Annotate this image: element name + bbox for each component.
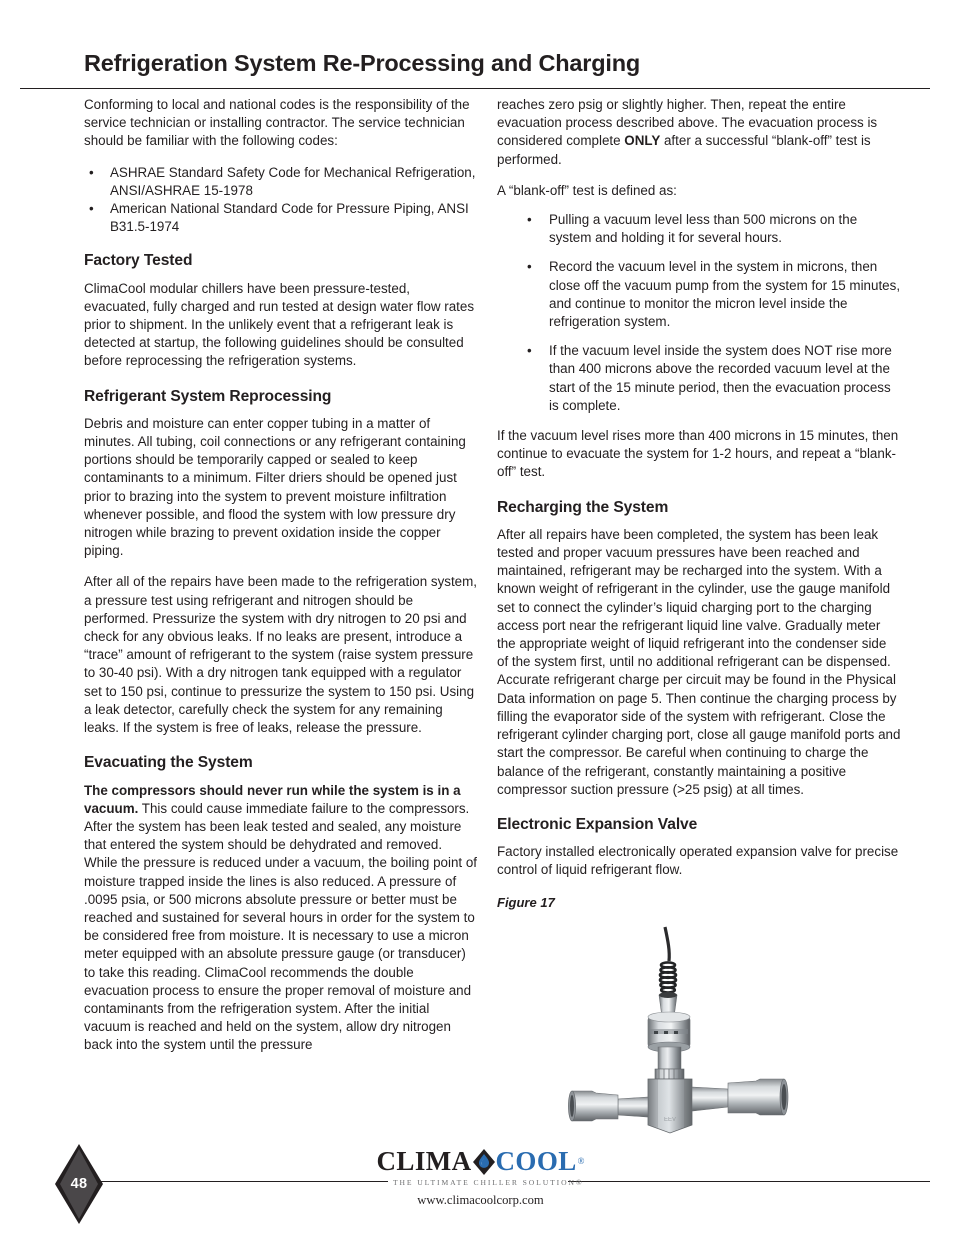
svg-text:EEV: EEV: [663, 1117, 677, 1123]
left-column: [84, 96, 478, 1068]
list-item: [497, 211, 901, 247]
list-item-label: American National Standard Code for Pressure Piping, ANSI B31.5-1974: [110, 201, 469, 235]
list-item: [84, 200, 478, 236]
eev-paragraph: Factory installed electronically operated expansion valve for precise control of liquid refrigerant flow.: [497, 844, 899, 878]
only-emphasis: ONLY: [624, 133, 661, 149]
continued-paragraph: [497, 96, 901, 169]
continued-paragraph-lead: reaches zero psig or slightly higher. Then, repeat the entire evacuation process described above. The evacuation process is considered complete: [497, 97, 878, 149]
page-title: Refrigeration System Re-Processing and Charging: [84, 50, 641, 76]
evacuating-paragraph-body: This could cause immediate failure to the compressors. After the system has been leak tested and sealed, any moisture that entered the system should be dehydrated and removed. While the pressure is reduced under a vacuum, the boiling point of moisture trapped inside the lines is also reduced. A pressure of .0095 psia, or 500 microns absolute pressure or better must be reached and sustained for several hours in order for the system to be considered free from moisture. It is necessary to use a micron meter equipped with an absolute pressure gauge (or transducer) to take this reading. ClimaCool recommends the double evacuation process to ensure the proper removal of moisture and contaminants from the refrigeration system. After the initial vacuum is reached and held on the system, allow dry nitrogen back into the system until the pressure: [84, 800, 478, 1053]
figure-label: Figure 17: [497, 894, 555, 910]
electronic-expansion-valve-photo: [560, 925, 800, 1140]
bullet-dot-icon: •: [527, 343, 532, 359]
list-item: [84, 164, 478, 200]
list-item-label: Record the vacuum level in the system in microns, then close off the vacuum pump from the system for 15 minutes, and continue to monitor the micron level inside the refrigeration system.: [549, 259, 901, 330]
page-number-badge: [54, 1143, 104, 1225]
section-heading-recharging: Recharging the System: [497, 498, 669, 516]
logo-tagline-mark: ®: [575, 1178, 584, 1187]
title-divider: [20, 88, 930, 89]
bullet-dot-icon: •: [527, 259, 532, 275]
website-url: www.climacoolcorp.com: [417, 1193, 544, 1207]
bullet-dot-icon: •: [527, 212, 532, 228]
recharging-paragraph: After all repairs have been completed, the system has been leak tested and proper vacuum pressures have been reached and maintained, refrigerant may be recharged into the system. With a known weight of refrigerant in the cylinder, use the gauge manifold set to connect the cylinder’s liquid charging port to the charging access port near the refrigerant liquid line valve. Gradually meter the appropriate weight of liquid refrigerant into the condenser side of the system first, until no additional refrigerant can be dispensed. Accurate refrigerant charge per circuit may be found in the Physical Data information on page 5. Then continue the charging process by filling the evaporator side of the system with refrigerant. Close the refrigerant cylinder charging port, close all gauge manifold ports and start the compressor. Be careful when continuing to charge the balance of the refrigerant, constantly maintaining a positive compressor suction pressure (>25 psig) at all times.: [497, 526, 901, 797]
water-drop-icon: [473, 1149, 495, 1175]
list-item: [497, 258, 901, 331]
blank-off-bullet-list: [497, 211, 901, 415]
footer-divider-left: [100, 1181, 388, 1182]
section-heading-factory-tested: Factory Tested: [84, 252, 193, 270]
climacool-logo: [376, 1146, 585, 1208]
footer-divider-right: [568, 1181, 930, 1182]
reprocessing-paragraph-1: Debris and moisture can enter copper tubing in a matter of minutes. All tubing, coil connections or any refrigerant containing portions should be temporarily capped or sealed to keep contaminants to a minimum. Filter driers should be opened just prior to brazing into the system to prevent moisture infiltration whenever possible, and flood the system with low pressure dry nitrogen while brazing to prevent oxidation inside the copper piping.: [84, 415, 466, 559]
list-item: [497, 342, 901, 415]
intro-paragraph: Conforming to local and national codes is the responsibility of the service technician or installing contractor. The service technician should be familiar with the following codes:: [84, 97, 470, 149]
logo-cool-text: COOL: [495, 1146, 577, 1176]
logo-clima-text: CLIMA: [376, 1146, 472, 1176]
evacuating-bold-lead: The compressors should never run while the system is in a vacuum.: [84, 782, 461, 816]
reprocessing-paragraph-2: After all of the repairs have been made to the refrigeration system, a pressure test using refrigerant and nitrogen should be performed. Pressurize the system with dry nitrogen to 20 psi and check for any obvious leaks. If no leaks are present, introduce a “trace” amount of refrigerant to the system (raise system pressure to 30-40 psi). With a dry nitrogen tank equipped with a regulator set to 150 psi, continue to pressurize the system to 150 psi. Using a leak detector, carefully check the system for any remaining leaks. If the system is free of leaks, release the pressure.: [84, 574, 477, 736]
section-heading-eev: Electronic Expansion Valve: [497, 815, 698, 833]
logo-wordmark: [376, 1146, 585, 1176]
blank-off-intro: A “blank-off” test is defined as:: [497, 182, 677, 198]
section-heading-evacuating: Evacuating the System: [84, 754, 253, 772]
logo-tagline-text: THE ULTIMATE CHILLER SOLUTION: [393, 1178, 576, 1187]
factory-tested-paragraph: ClimaCool modular chillers have been pressure-tested, evacuated, fully charged and run tested at design water flow rates prior to shipment. In the unlikely event that a refrigerant leak is detected at startup, the following guidelines should be consulted before reprocessing the refrigeration systems.: [84, 280, 475, 369]
continued-paragraph-tail: after a successful “blank-off” test is performed.: [497, 133, 871, 167]
page-number: 48: [70, 1176, 88, 1192]
list-item-label: ASHRAE Standard Safety Code for Mechanical Refrigeration, ANSI/ASHRAE 15-1978: [110, 164, 476, 198]
list-item-label: If the vacuum level inside the system does NOT rise more than 400 microns above the recorded vacuum level at the start of the 15 minute period, then the evacuation process is complete.: [549, 343, 892, 413]
bullet-dot-icon: •: [89, 164, 94, 180]
logo-tagline: [393, 1178, 584, 1187]
list-item-label: Pulling a vacuum level less than 500 microns on the system and holding it for several hours.: [549, 212, 858, 246]
registered-trademark-icon: ®: [577, 1156, 585, 1166]
blank-off-closing-paragraph: If the vacuum level rises more than 400 microns in 15 minutes, then continue to evacuate the system for 1-2 hours, and repeat a “blank-off” test.: [497, 428, 899, 480]
section-heading-reprocessing: Refrigerant System Reprocessing: [84, 387, 332, 405]
evacuating-paragraph: [84, 782, 478, 1055]
code-bullet-list: [84, 164, 478, 237]
bullet-dot-icon: •: [89, 201, 94, 217]
right-column: [497, 96, 901, 912]
